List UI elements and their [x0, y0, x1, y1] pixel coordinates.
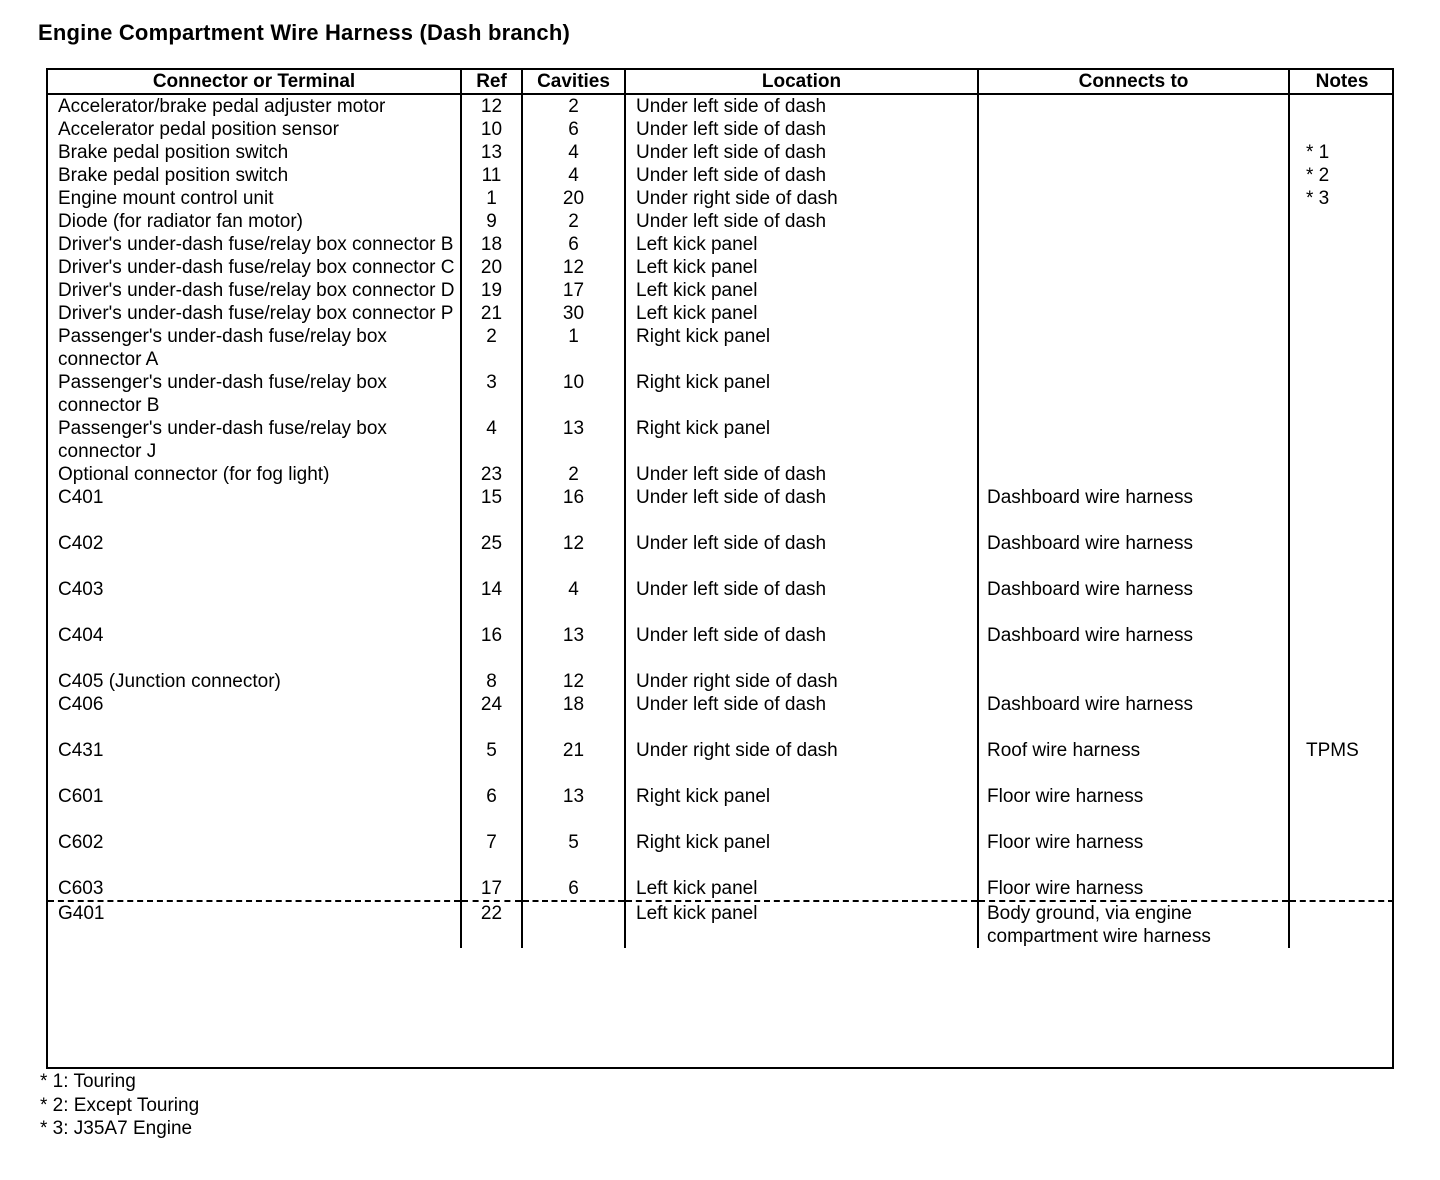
- cell-location: Under left side of dash: [625, 94, 978, 118]
- cell-connector: C406: [48, 693, 461, 739]
- cell-ref: 13: [461, 141, 522, 164]
- cell-notes: [1289, 94, 1394, 118]
- table-row: [48, 371, 1394, 417]
- cell-connector: C431: [48, 739, 461, 785]
- cell-notes: [1289, 486, 1394, 532]
- table-row: [48, 118, 1394, 141]
- cell-cavities: 6: [522, 118, 625, 141]
- table-row: [48, 279, 1394, 302]
- table-row: [48, 233, 1394, 256]
- cell-ref: 12: [461, 94, 522, 118]
- cell-ref: 19: [461, 279, 522, 302]
- cell-ref: 10: [461, 118, 522, 141]
- cell-connects-to: Floor wire harness: [978, 785, 1289, 831]
- cell-ref: 1: [461, 187, 522, 210]
- table-row: [48, 670, 1394, 693]
- cell-connector: Driver's under-dash fuse/relay box connector B: [48, 233, 461, 256]
- cell-cavities: 30: [522, 302, 625, 325]
- column-header-cavities: Cavities: [522, 70, 625, 94]
- cell-connects-to: [978, 417, 1289, 463]
- cell-connects-to: [978, 187, 1289, 210]
- cell-ref: 2: [461, 325, 522, 371]
- cell-connects-to: Roof wire harness: [978, 739, 1289, 785]
- cell-connector: Driver's under-dash fuse/relay box connector C: [48, 256, 461, 279]
- cell-ref: 18: [461, 233, 522, 256]
- cell-location: Under left side of dash: [625, 463, 978, 486]
- cell-notes: [1289, 693, 1394, 739]
- cell-connects-to: [978, 279, 1289, 302]
- cell-ref: 21: [461, 302, 522, 325]
- column-header-ref: Ref: [461, 70, 522, 94]
- table-row: [48, 486, 1394, 532]
- harness-table-frame: [46, 68, 1394, 1069]
- cell-connects-to: [978, 141, 1289, 164]
- table-row: [48, 785, 1394, 831]
- cell-notes: [1289, 371, 1394, 417]
- cell-connector: C405 (Junction connector): [48, 670, 461, 693]
- table-row: [48, 578, 1394, 624]
- cell-ref: 5: [461, 739, 522, 785]
- cell-connects-to: Dashboard wire harness: [978, 578, 1289, 624]
- cell-cavities: 2: [522, 210, 625, 233]
- footnote: * 2: Except Touring: [40, 1094, 200, 1116]
- cell-notes: [1289, 785, 1394, 831]
- cell-connects-to: Floor wire harness: [978, 831, 1289, 877]
- cell-notes: [1289, 463, 1394, 486]
- cell-cavities: 4: [522, 164, 625, 187]
- cell-location: Right kick panel: [625, 325, 978, 371]
- cell-notes: * 1: [1306, 142, 1330, 163]
- table-row: [48, 624, 1394, 670]
- cell-ref: 3: [461, 371, 522, 417]
- cell-location: Under left side of dash: [625, 578, 978, 624]
- cell-cavities: 1: [522, 325, 625, 371]
- cell-notes: TPMS: [1306, 740, 1359, 761]
- cell-cavities: 12: [522, 256, 625, 279]
- harness-table: [48, 70, 1394, 948]
- cell-connector: C401: [48, 486, 461, 532]
- cell-location: Right kick panel: [625, 831, 978, 877]
- cell-notes: [1289, 233, 1394, 256]
- cell-location: Right kick panel: [625, 417, 978, 463]
- cell-location: Under left side of dash: [625, 118, 978, 141]
- cell-notes: * 2: [1306, 165, 1330, 186]
- column-header-connector: Connector or Terminal: [48, 70, 461, 94]
- cell-cavities: 4: [522, 578, 625, 624]
- cell-connector: Engine mount control unit: [48, 187, 461, 210]
- cell-notes: [1289, 670, 1394, 693]
- cell-cavities: 5: [522, 831, 625, 877]
- table-row: [48, 877, 1394, 901]
- table-row: [48, 417, 1394, 463]
- cell-location: Under left side of dash: [625, 141, 978, 164]
- table-row: [48, 256, 1394, 279]
- cell-ref: 6: [461, 785, 522, 831]
- cell-location: Left kick panel: [625, 233, 978, 256]
- cell-cavities: 20: [522, 187, 625, 210]
- table-row: [48, 901, 1394, 948]
- cell-location: Under right side of dash: [625, 670, 978, 693]
- table-row: [48, 739, 1394, 785]
- cell-connector: G401: [48, 901, 461, 948]
- cell-notes: * 3: [1306, 188, 1330, 209]
- cell-ref: 22: [461, 901, 522, 948]
- cell-connector: Accelerator/brake pedal adjuster motor: [48, 94, 461, 118]
- table-row: [48, 141, 1394, 164]
- cell-location: Right kick panel: [625, 371, 978, 417]
- cell-location: Under left side of dash: [625, 164, 978, 187]
- cell-connects-to: Floor wire harness: [978, 877, 1289, 901]
- column-header-connects-to: Connects to: [978, 70, 1289, 94]
- cell-connects-to: [978, 371, 1289, 417]
- table-row: [48, 532, 1394, 578]
- cell-location: Under left side of dash: [625, 210, 978, 233]
- cell-connector: Passenger's under-dash fuse/relay box connector A: [48, 325, 461, 371]
- cell-location: Under left side of dash: [625, 693, 978, 739]
- cell-location: Left kick panel: [625, 901, 978, 948]
- cell-connects-to: [978, 256, 1289, 279]
- cell-connector: Brake pedal position switch: [48, 164, 461, 187]
- cell-ref: 14: [461, 578, 522, 624]
- cell-cavities: 16: [522, 486, 625, 532]
- cell-connector: C601: [48, 785, 461, 831]
- table-row: [48, 325, 1394, 371]
- cell-cavities: 2: [522, 94, 625, 118]
- cell-notes: [1289, 877, 1394, 901]
- cell-connects-to: [978, 94, 1289, 118]
- cell-location: Under left side of dash: [625, 486, 978, 532]
- cell-connects-to: [978, 325, 1289, 371]
- cell-connector: Diode (for radiator fan motor): [48, 210, 461, 233]
- column-header-notes: Notes: [1289, 70, 1394, 94]
- cell-notes: [1289, 417, 1394, 463]
- cell-ref: 15: [461, 486, 522, 532]
- cell-location: Left kick panel: [625, 302, 978, 325]
- cell-location: Under right side of dash: [625, 187, 978, 210]
- cell-notes: [1289, 302, 1394, 325]
- cell-cavities: 10: [522, 371, 625, 417]
- cell-ref: 4: [461, 417, 522, 463]
- cell-ref: 24: [461, 693, 522, 739]
- cell-location: Left kick panel: [625, 279, 978, 302]
- cell-connects-to: Dashboard wire harness: [978, 486, 1289, 532]
- cell-connector: Passenger's under-dash fuse/relay box connector J: [48, 417, 461, 463]
- cell-connector: Driver's under-dash fuse/relay box connector D: [48, 279, 461, 302]
- footnotes: [40, 1070, 199, 1141]
- cell-cavities: 2: [522, 463, 625, 486]
- table-row: [48, 302, 1394, 325]
- footnote: * 3: J35A7 Engine: [40, 1118, 193, 1139]
- table-row: [48, 164, 1394, 187]
- cell-connects-to: Dashboard wire harness: [978, 624, 1289, 670]
- cell-notes: [1289, 118, 1394, 141]
- cell-ref: 23: [461, 463, 522, 486]
- cell-cavities: 18: [522, 693, 625, 739]
- cell-cavities: [522, 901, 625, 948]
- cell-connects-to: [978, 670, 1289, 693]
- cell-location: Left kick panel: [625, 256, 978, 279]
- cell-connector: C403: [48, 578, 461, 624]
- cell-notes: [1289, 210, 1394, 233]
- cell-connects-to: [978, 302, 1289, 325]
- table-row: [48, 210, 1394, 233]
- cell-ref: 8: [461, 670, 522, 693]
- column-header-location: Location: [625, 70, 978, 94]
- cell-cavities: 6: [522, 877, 625, 901]
- table-header-row: [48, 70, 1394, 94]
- cell-notes: [1289, 578, 1394, 624]
- table-row: [48, 693, 1394, 739]
- cell-ref: 20: [461, 256, 522, 279]
- cell-location: Right kick panel: [625, 785, 978, 831]
- table-row: [48, 187, 1394, 210]
- table-body: [48, 94, 1394, 948]
- cell-connects-to: Body ground, via engine compartment wire harness: [978, 901, 1289, 948]
- cell-connects-to: [978, 164, 1289, 187]
- cell-cavities: 12: [522, 532, 625, 578]
- cell-location: Under left side of dash: [625, 624, 978, 670]
- cell-notes: [1289, 831, 1394, 877]
- cell-connector: Driver's under-dash fuse/relay box connector P: [48, 302, 461, 325]
- cell-connector: Passenger's under-dash fuse/relay box connector B: [48, 371, 461, 417]
- cell-ref: 7: [461, 831, 522, 877]
- cell-connects-to: [978, 463, 1289, 486]
- cell-connector: C603: [48, 877, 461, 901]
- cell-connector: Brake pedal position switch: [48, 141, 461, 164]
- cell-connects-to: [978, 210, 1289, 233]
- cell-notes: [1289, 901, 1394, 948]
- cell-ref: 17: [461, 877, 522, 901]
- cell-notes: [1289, 325, 1394, 371]
- cell-cavities: 17: [522, 279, 625, 302]
- cell-notes: [1289, 256, 1394, 279]
- table-row: [48, 831, 1394, 877]
- cell-cavities: 21: [522, 739, 625, 785]
- cell-connects-to: [978, 233, 1289, 256]
- cell-cavities: 13: [522, 785, 625, 831]
- cell-cavities: 6: [522, 233, 625, 256]
- table-row: [48, 94, 1394, 118]
- cell-connects-to: [978, 118, 1289, 141]
- cell-connector: Optional connector (for fog light): [48, 463, 461, 486]
- cell-cavities: 12: [522, 670, 625, 693]
- cell-connects-to: Dashboard wire harness: [978, 693, 1289, 739]
- cell-cavities: 13: [522, 624, 625, 670]
- cell-notes: [1289, 532, 1394, 578]
- cell-connects-to: Dashboard wire harness: [978, 532, 1289, 578]
- cell-connector: Accelerator pedal position sensor: [48, 118, 461, 141]
- cell-ref: 16: [461, 624, 522, 670]
- cell-connector: C404: [48, 624, 461, 670]
- footnote: * 1: Touring: [40, 1071, 136, 1092]
- cell-ref: 11: [461, 164, 522, 187]
- cell-cavities: 4: [522, 141, 625, 164]
- cell-ref: 25: [461, 532, 522, 578]
- cell-connector: C402: [48, 532, 461, 578]
- cell-notes: [1289, 624, 1394, 670]
- cell-cavities: 13: [522, 417, 625, 463]
- cell-location: Left kick panel: [625, 877, 978, 901]
- cell-connector: C602: [48, 831, 461, 877]
- cell-notes: [1289, 279, 1394, 302]
- cell-location: Under left side of dash: [625, 532, 978, 578]
- table-row: [48, 463, 1394, 486]
- page-title: Engine Compartment Wire Harness (Dash branch): [38, 20, 571, 45]
- cell-location: Under right side of dash: [625, 739, 978, 785]
- cell-ref: 9: [461, 210, 522, 233]
